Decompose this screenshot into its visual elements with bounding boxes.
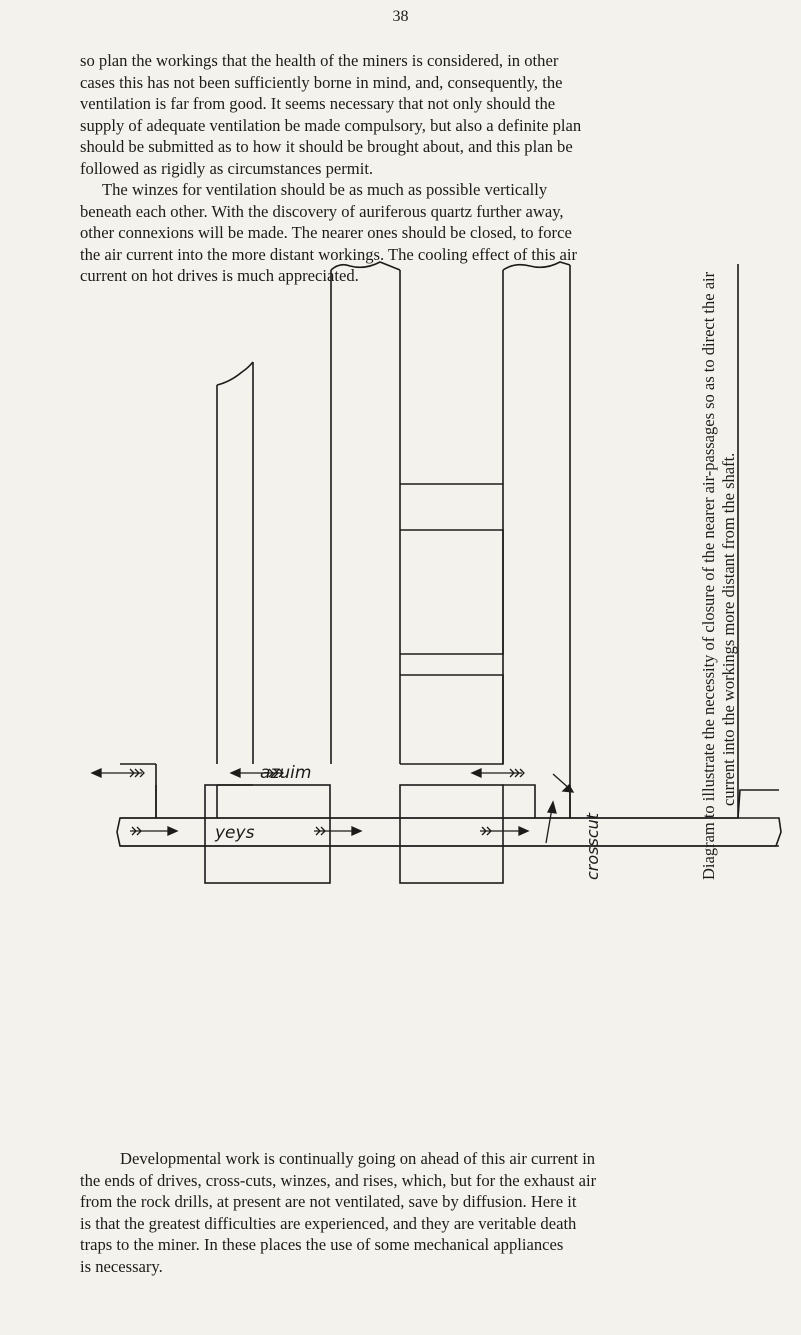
text-line: the air current into the more distant workings. The cooling effect of this air — [80, 244, 578, 264]
middle-winze — [331, 262, 400, 764]
diagram-caption-line-1: Diagram to illustrate the necessity of closure of the nearer air-passages so as to direct the air — [699, 271, 718, 880]
mid-block — [400, 675, 503, 764]
crosscut-channel — [503, 785, 570, 818]
text-line: traps to the miner. In these places the use of some mechanical appliances — [80, 1235, 564, 1254]
arrow-upper-1 — [92, 769, 144, 777]
text-line: followed as rigidly as circumstances permit. — [80, 158, 374, 178]
text-line: cases this has not been sufficiently borne in mind, and, consequently, the — [80, 72, 563, 92]
text-line: from the rock drills, at present are not ventilated, save by diffusion. Here it — [80, 1192, 577, 1211]
text-line: should be submitted as to how it should be brought about, and this plan be — [80, 137, 573, 156]
text-line: is necessary. — [80, 1256, 163, 1276]
crosscut-label: crosscut — [583, 812, 602, 880]
text-line: beneath each other. With the discovery of auriferous quartz further away, — [80, 201, 564, 221]
text-line: other connexions will be made. The nearer ones should be closed, to force — [80, 223, 572, 242]
text-line: the ends of drives, cross-cuts, winzes, and rises, which, but for the exhaust air — [80, 1170, 597, 1190]
closing-paragraph — [80, 1148, 742, 1277]
diagram-caption-line-2: current into the workings more distant from the shaft. — [719, 452, 738, 806]
page-number: 38 — [392, 8, 409, 25]
upper-block — [400, 484, 503, 654]
arrow-lower-2 — [314, 827, 361, 835]
text-line: Developmental work is continually going on ahead of this air current in — [120, 1149, 596, 1168]
main-drive-upper-edge — [120, 790, 779, 818]
winze-label: azuim — [260, 763, 312, 783]
right-shaft — [503, 262, 570, 764]
text-line: so plan the workings that the health of the miners is considered, in other — [80, 51, 559, 70]
text-line: is that the greatest difficulties are experienced, and they are veritable death — [80, 1213, 577, 1233]
text-line: supply of adequate ventilation be made compulsory, but also a definite plan — [80, 115, 582, 135]
arrow-lower-3 — [480, 827, 528, 835]
arrow-upper-3 — [472, 769, 524, 777]
shaft-label: yeys — [215, 823, 255, 843]
text-line: current on hot drives is much appreciated. — [80, 266, 359, 285]
text-line: The winzes for ventilation should be as much as possible vertically — [102, 180, 548, 199]
arrow-crosscut-up — [546, 802, 556, 843]
arrow-lower-1 — [130, 827, 177, 835]
lower-winze-left — [217, 785, 253, 818]
left-shaft — [217, 362, 253, 764]
text-line: ventilation is far from good. It seems necessary that not only should the — [80, 94, 556, 113]
